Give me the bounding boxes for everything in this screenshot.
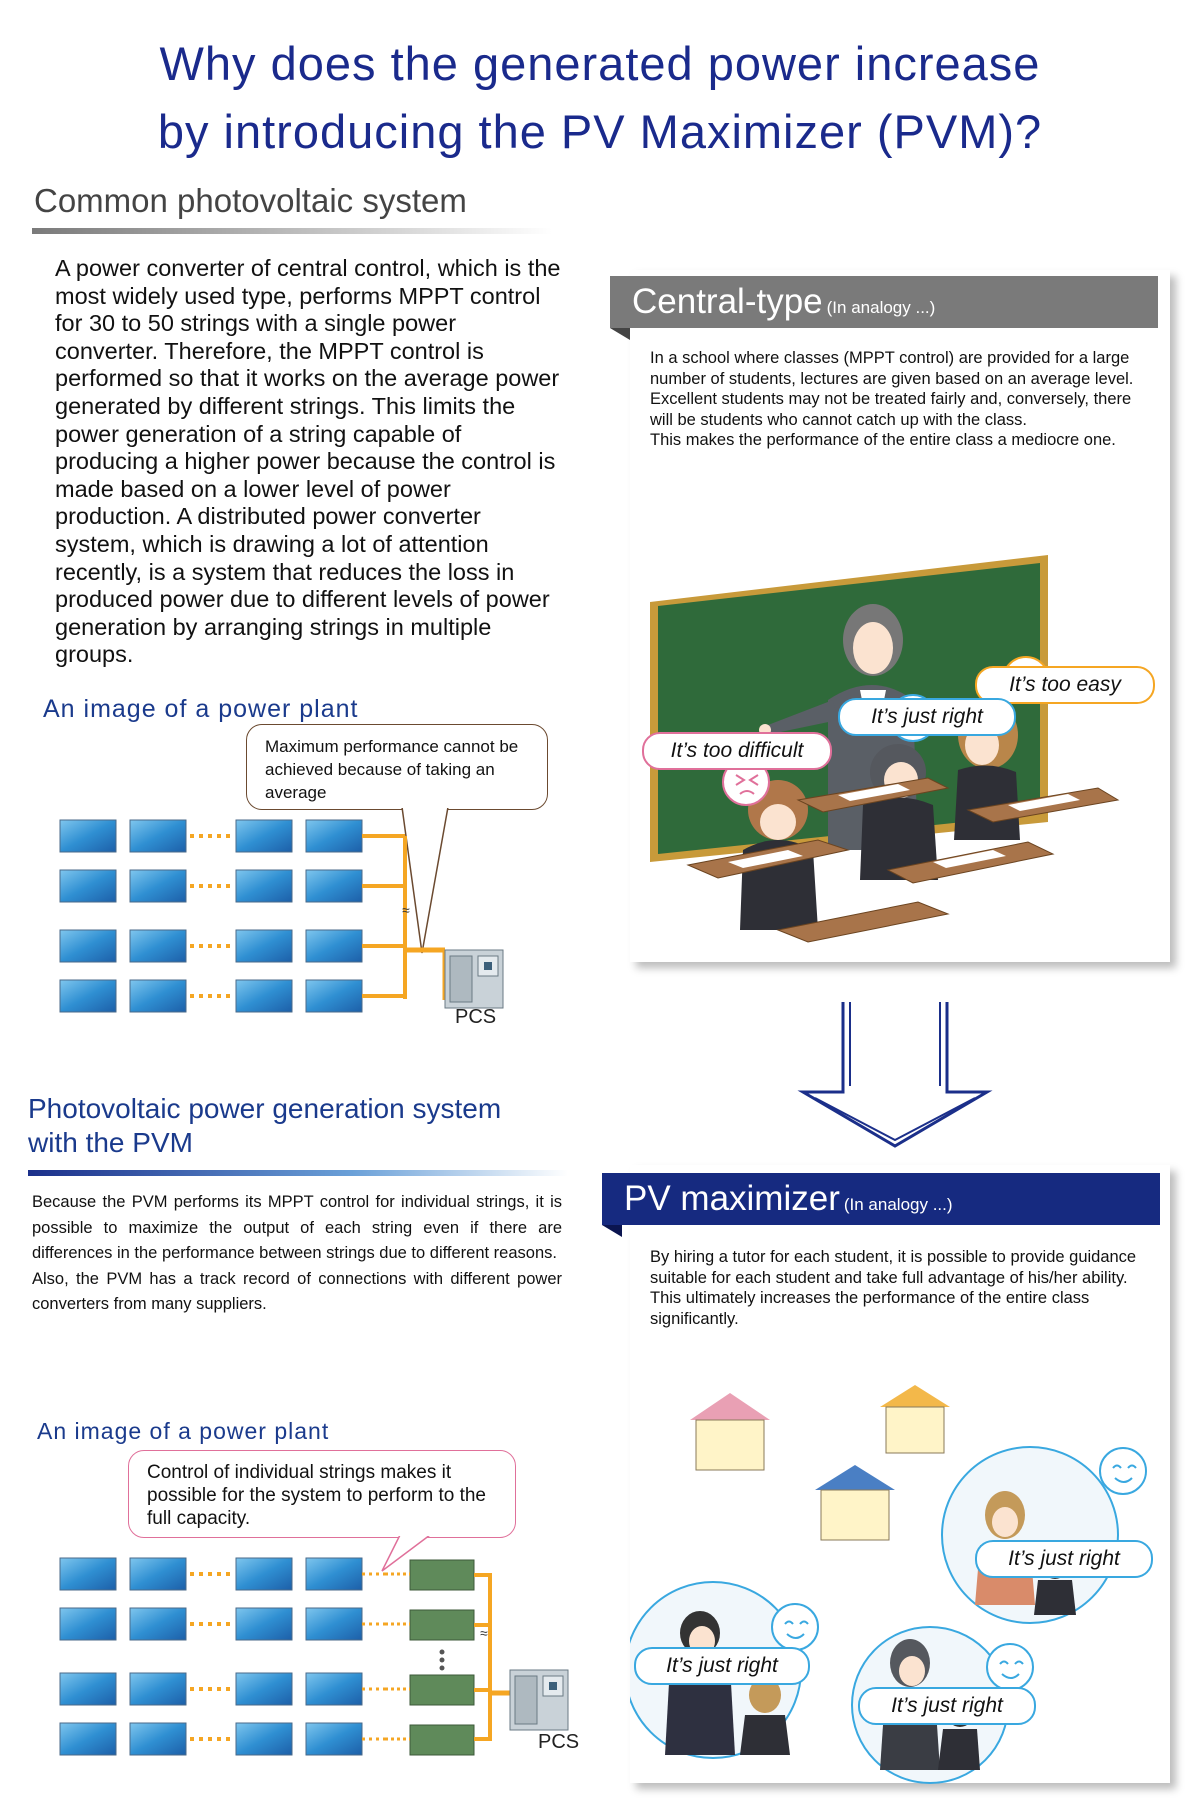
central-title: Central-type bbox=[632, 282, 823, 321]
common-power-plant-diagram bbox=[50, 810, 520, 1025]
speech-just-right-2: It’s just right bbox=[634, 1647, 810, 1685]
speech-just-right: It’s just right bbox=[838, 698, 1016, 736]
maximizer-title: PV maximizer bbox=[624, 1179, 840, 1218]
maximizer-subtitle: (In analogy ...) bbox=[843, 1195, 953, 1214]
common-heading-text: Common photovoltaic system bbox=[34, 182, 467, 219]
pvm-heading bbox=[28, 1092, 568, 1160]
solar-panel-rows bbox=[60, 820, 405, 1012]
maximizer-text: By hiring a tutor for each student, it is possible to provide guidance suitable for each student and take full advantage of his/her ability. This ultimately increases the performance of the entire class significantly. bbox=[650, 1248, 1137, 1328]
pcs-cabinet-icon bbox=[445, 950, 503, 1008]
svg-text:≈: ≈ bbox=[402, 902, 410, 918]
pvm-heading-bar bbox=[28, 1170, 568, 1176]
title-line-2: by introducing the PV Maximizer (PVM)? bbox=[157, 105, 1043, 158]
maximizer-card bbox=[624, 1165, 1170, 1783]
common-paragraph: A power converter of central control, which is the most widely used type, performs MPPT control for 30 to 50 strings with a single power converter. Therefore, the MPPT control is performed so that it works on the average power generated by different strings. This limits the power generation of a string capable of producing a higher power because the control is made based on a lower level of power production. A distributed power converter system, which is drawing a lot of attention recently, is a system that reduces the loss in produced power due to different levels of power generation by arranging strings in multiple groups. bbox=[55, 255, 561, 668]
svg-text:≈: ≈ bbox=[480, 1625, 488, 1641]
down-arrow-icon bbox=[795, 1000, 995, 1150]
pvm-paragraph-2: Also, the PVM has a track record of connections with different power converters from many suppliers. bbox=[32, 1269, 562, 1313]
pvm-units bbox=[410, 1560, 474, 1755]
pcs-cabinet-icon bbox=[510, 1670, 568, 1730]
pvm-power-plant-diagram bbox=[50, 1548, 610, 1763]
central-text-1: In a school where classes (MPPT control) are provided for a large number of students, lectures are given based on an average level. Excellent students may not be treated fairly and, conversely, there will be students who cannot catch up with the class. bbox=[650, 349, 1134, 429]
title-line-1: Why does the generated power increase bbox=[159, 37, 1041, 90]
speech-too-difficult: It’s too difficult bbox=[642, 732, 832, 770]
common-plant-label: An image of a power plant bbox=[43, 695, 359, 723]
central-subtitle: (In analogy ...) bbox=[826, 298, 936, 317]
common-heading bbox=[32, 182, 552, 232]
common-pcs-label: PCS bbox=[455, 1006, 497, 1025]
page-title bbox=[0, 30, 1200, 166]
pvm-speech-bubble: Control of individual strings makes it possible for the system to perform to the full capacity. bbox=[128, 1450, 516, 1538]
central-text bbox=[650, 348, 1150, 451]
central-card bbox=[630, 270, 1170, 962]
central-banner-fold bbox=[610, 328, 630, 340]
house-icons bbox=[690, 1385, 950, 1540]
pvm-paragraph bbox=[32, 1190, 562, 1318]
pvm-plant-label: An image of a power plant bbox=[37, 1418, 330, 1444]
pvm-pcs-label: PCS bbox=[538, 1731, 580, 1753]
pvm-heading-line-1: Photovoltaic power generation system bbox=[28, 1093, 502, 1124]
speech-just-right-1: It’s just right bbox=[975, 1540, 1153, 1578]
maximizer-banner-fold bbox=[602, 1225, 622, 1237]
maximizer-banner bbox=[602, 1173, 1160, 1225]
central-text-2: This makes the performance of the entire class a mediocre one. bbox=[650, 431, 1116, 449]
common-heading-bar bbox=[32, 228, 552, 234]
pvm-heading-line-2: with the PVM bbox=[28, 1127, 193, 1158]
speech-too-easy: It’s too easy bbox=[975, 666, 1155, 704]
common-speech-bubble: Maximum performance cannot be achieved because of taking an average bbox=[246, 724, 548, 810]
central-banner bbox=[610, 276, 1158, 328]
pvm-paragraph-1: Because the PVM performs its MPPT control for individual strings, it is possible to maximize the output of each string even if there are differences in the performance between strings due to different reasons. bbox=[32, 1193, 562, 1262]
speech-just-right-3: It’s just right bbox=[858, 1687, 1036, 1725]
